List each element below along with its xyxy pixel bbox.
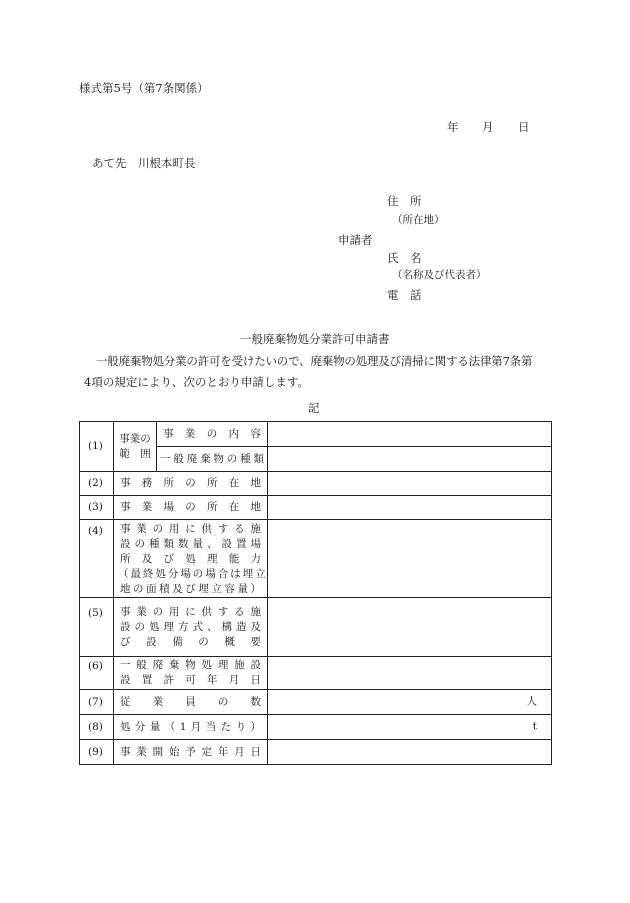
row-label: [114, 472, 268, 496]
row-label-text: 事業開始予定年月日: [120, 745, 261, 758]
row-number: (8): [80, 715, 114, 740]
value-cell[interactable]: [268, 472, 552, 496]
body-line-1: 一般廃棄物処分業の許可を受けたいので、廃棄物の処理及び清掃に関する法律第7条第: [96, 354, 533, 368]
row-number: (2): [80, 472, 114, 496]
row-number: (3): [80, 496, 114, 520]
row-label-line: 地の面積及び埋立容量）: [120, 583, 261, 595]
table-row: [80, 598, 552, 657]
unit-persons: 人: [526, 695, 537, 708]
row-label-line: 事業の用に供する施: [120, 523, 261, 535]
row-label: [114, 657, 268, 690]
row-label-text: 従業員の数: [120, 695, 261, 708]
addressee: あて先 川根本町長: [92, 156, 196, 170]
row-label-text: 事務所の所在地: [120, 477, 261, 489]
body-paragraph: [84, 351, 554, 393]
row-number: (5): [80, 598, 114, 657]
ki-heading: 記: [308, 401, 320, 415]
row-number: (6): [80, 657, 114, 690]
body-line-2: 4項の規定により、次のとおり申請します。: [84, 375, 309, 389]
row-number: (9): [80, 740, 114, 765]
row-label: [114, 715, 268, 740]
value-cell[interactable]: [268, 690, 552, 715]
table-row: [80, 657, 552, 690]
row-label-line: 設の処理方式、構造及: [120, 620, 261, 633]
row-label-line: 事業の用に供する施: [120, 605, 261, 618]
row-label: [157, 422, 268, 447]
applicant-name-sub: （名称及び代表者）: [392, 269, 487, 281]
form-number: 様式第5号（第7条関係）: [79, 81, 209, 95]
table-row: [80, 740, 552, 765]
row-number: (1): [80, 422, 114, 472]
document-title: 一般廃棄物処分業許可申請書: [240, 332, 390, 346]
value-cell[interactable]: [268, 715, 552, 740]
scope-header-line: 範 囲: [119, 447, 151, 460]
scope-header: [114, 422, 157, 472]
table-row: [80, 520, 552, 598]
row-label-line: び設備の概要: [120, 635, 261, 648]
row-label: [114, 740, 268, 765]
value-cell[interactable]: [268, 496, 552, 520]
row-label-line: （最終処分場の場合は埋立: [118, 568, 265, 580]
row-label-line: 一般廃棄物処理施設: [120, 659, 261, 671]
row-label: [114, 520, 268, 598]
date-day: 日: [518, 120, 530, 134]
table-row: [80, 690, 552, 715]
unit-tons: t: [532, 720, 537, 733]
row-label-line: 所及び処理能力: [120, 553, 261, 565]
row-number: (7): [80, 690, 114, 715]
row-label: [114, 496, 268, 520]
applicant-address-label: 住 所: [387, 194, 422, 208]
row-number: (4): [80, 520, 114, 598]
applicant-label: 申請者: [338, 233, 373, 247]
row-label-line: 設の種類数量、設置場: [120, 538, 261, 550]
scope-header-line: 事業の: [119, 432, 151, 445]
table-row: [80, 472, 552, 496]
value-cell[interactable]: [268, 657, 552, 690]
row-label: [157, 447, 268, 472]
value-cell[interactable]: [268, 447, 552, 472]
row-label-text: 事業の内容: [163, 427, 261, 440]
row-label: [114, 598, 268, 657]
date-year: 年: [447, 120, 459, 134]
date-month: 月: [482, 120, 494, 134]
table-row: [80, 715, 552, 740]
applicant-phone-label: 電 話: [387, 288, 422, 302]
table-row: [80, 422, 552, 447]
application-table: [79, 421, 552, 765]
value-cell[interactable]: [268, 422, 552, 447]
applicant-name-label: 氏 名: [387, 251, 422, 265]
row-label-line: 設置許可年月日: [120, 674, 261, 686]
table-row: [80, 496, 552, 520]
applicant-address-sub: （所在地）: [392, 214, 445, 226]
row-label-text: 処分量（1月当たり）: [120, 720, 261, 733]
value-cell[interactable]: [268, 740, 552, 765]
row-label: [114, 690, 268, 715]
value-cell[interactable]: [268, 598, 552, 657]
row-label-text: 一般廃棄物の種類: [160, 452, 264, 465]
value-cell[interactable]: [268, 520, 552, 598]
row-label-text: 事業場の所在地: [120, 501, 261, 513]
